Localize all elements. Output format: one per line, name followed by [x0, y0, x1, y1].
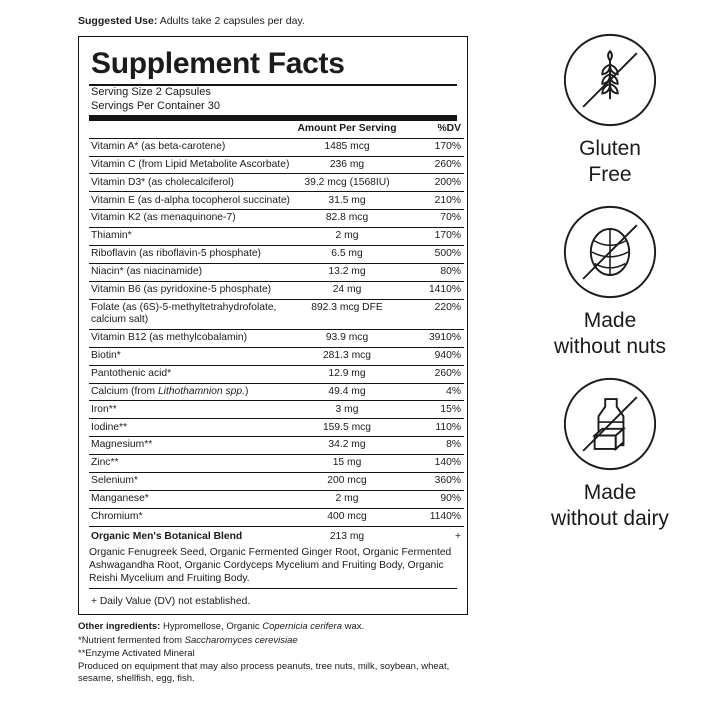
nutrient-name: Calcium (from Lithothamnion spp.)	[89, 383, 291, 401]
table-row	[89, 228, 464, 246]
footnote-mineral: **Enzyme Activated Mineral	[78, 647, 195, 659]
nutrient-name: Vitamin B6 (as pyridoxine-5 phosphate)	[89, 281, 291, 299]
nutrient-amount: 82.8 mcg	[291, 210, 403, 228]
nutrient-amount: 6.5 mg	[291, 245, 403, 263]
nutrient-name: Iron**	[89, 401, 291, 419]
nutrient-name: Selenium*	[89, 472, 291, 490]
nutrient-amount: 39.2 mcg (1568IU)	[291, 174, 403, 192]
serving-size: Serving Size 2 Capsules	[91, 86, 211, 98]
wheat-crossed-icon	[562, 32, 658, 128]
nutrient-amount: 34.2 mg	[291, 437, 403, 455]
dv-note-divider	[89, 588, 457, 589]
table-row	[89, 299, 464, 329]
table-row	[89, 174, 464, 192]
nutrient-name: Vitamin D3* (as cholecalciferol)	[89, 174, 291, 192]
nutrient-dv: 4%	[403, 383, 464, 401]
badge-label-line1: Made	[583, 309, 637, 332]
nutrient-amount: 2 mg	[291, 228, 403, 246]
table-row	[89, 210, 464, 228]
badge-label	[500, 480, 720, 532]
nutrient-dv: 1410%	[403, 281, 464, 299]
table-row	[89, 329, 464, 347]
table-row	[89, 455, 464, 473]
badge-label	[500, 136, 720, 188]
header-amount: Amount Per Serving	[291, 121, 403, 138]
nutrient-dv: 8%	[403, 437, 464, 455]
footnote-fermented: *Nutrient fermented from Saccharomyces cerevisiae	[78, 634, 298, 646]
table-row	[89, 437, 464, 455]
other-ingredients	[78, 621, 478, 634]
badge-no-dairy	[500, 376, 720, 532]
nutrient-name: Folate (as (6S)-5-methyltetrahydrofolate, calcium salt)	[89, 299, 291, 329]
nutrient-dv: 1140%	[403, 508, 464, 526]
table-row	[89, 383, 464, 401]
blend-amount: 213 mg	[329, 530, 365, 542]
table-row	[89, 472, 464, 490]
header-name	[89, 121, 291, 138]
nutrient-dv: 170%	[403, 228, 464, 246]
nutrient-name: Pantothenic acid*	[89, 365, 291, 383]
nutrient-name: Riboflavin (as riboflavin-5 phosphate)	[89, 245, 291, 263]
nutrient-dv: 940%	[403, 347, 464, 365]
nutrient-amount: 15 mg	[291, 455, 403, 473]
suggested-use-label: Suggested Use:	[78, 15, 158, 27]
table-header-row	[89, 121, 464, 138]
badge-no-nuts	[500, 204, 720, 360]
nutrient-amount: 2 mg	[291, 490, 403, 508]
table-row	[89, 263, 464, 281]
table-row	[89, 365, 464, 383]
nutrient-amount: 93.9 mcg	[291, 329, 403, 347]
dv-note: + Daily Value (DV) not established.	[91, 596, 251, 608]
blend-description-row	[89, 545, 464, 587]
nutrient-amount: 12.9 mg	[291, 365, 403, 383]
nutrient-dv: 260%	[403, 365, 464, 383]
table-row	[89, 245, 464, 263]
nutrient-amount: 892.3 mcg DFE	[291, 299, 403, 329]
nutrient-amount: 1485 mcg	[291, 138, 403, 156]
nutrient-name: Biotin*	[89, 347, 291, 365]
table-row	[89, 347, 464, 365]
nutrient-name: Iodine**	[89, 419, 291, 437]
nutrient-dv: 500%	[403, 245, 464, 263]
nutrient-dv: 210%	[403, 192, 464, 210]
nutrient-amount: 24 mg	[291, 281, 403, 299]
other-ingredients-label: Other ingredients:	[78, 621, 161, 633]
table-row	[89, 508, 464, 526]
suggested-use	[78, 14, 468, 28]
footnotes	[78, 621, 478, 685]
badge-label	[500, 308, 720, 360]
nutrient-amount: 400 mcg	[291, 508, 403, 526]
badge-label-line2: without dairy	[551, 507, 669, 530]
table-row	[89, 192, 464, 210]
nutrient-dv: 70%	[403, 210, 464, 228]
nutrient-dv: 170%	[403, 138, 464, 156]
nutrient-name: Niacin* (as niacinamide)	[89, 263, 291, 281]
suggested-use-text: Adults take 2 capsules per day.	[157, 15, 305, 27]
nutrient-name: Magnesium**	[89, 437, 291, 455]
badge-label-line2: without nuts	[553, 335, 667, 358]
table-row	[89, 490, 464, 508]
table-row	[89, 156, 464, 174]
badge-column	[500, 28, 720, 548]
nutrient-name: Vitamin C (from Lipid Metabolite Ascorbate)	[89, 156, 291, 174]
nutrient-amount: 281.3 mcg	[291, 347, 403, 365]
nutrient-name: Thiamin*	[89, 228, 291, 246]
nutrient-dv: 15%	[403, 401, 464, 419]
other-ingredients-text: Hypromellose, Organic Copernicia cerifera wax.	[160, 621, 365, 633]
panel-title: Supplement Facts	[91, 47, 345, 80]
nutrient-amount: 159.5 mcg	[291, 419, 403, 437]
nutrient-name: Vitamin A* (as beta-carotene)	[89, 138, 291, 156]
nutrient-name: Vitamin E (as d-alpha tocopherol succinate)	[89, 192, 291, 210]
nutrient-name: Chromium*	[89, 508, 291, 526]
nutrient-name: Zinc**	[89, 455, 291, 473]
nutrient-name: Vitamin K2 (as menaquinone-7)	[89, 210, 291, 228]
nutrient-dv: 90%	[403, 490, 464, 508]
blend-row	[89, 526, 464, 545]
nutrient-amount: 3 mg	[291, 401, 403, 419]
nutrient-amount: 200 mcg	[291, 472, 403, 490]
nutrient-amount: 49.4 mg	[291, 383, 403, 401]
table-row	[89, 138, 464, 156]
nutrient-name: Manganese*	[89, 490, 291, 508]
table-row	[89, 401, 464, 419]
badge-gluten-free	[500, 32, 720, 188]
blend-name: Organic Men's Botanical Blend	[91, 530, 243, 542]
nutrient-dv: 260%	[403, 156, 464, 174]
table-row	[89, 419, 464, 437]
left-column	[78, 14, 468, 686]
blend-description: Organic Fenugreek Seed, Organic Fermented Ginger Root, Organic Fermented Ashwagandha Root, Organic Cordyceps Mycelium and Fruiting Body, Organic Reishi Mycelium and Fruiting Body.	[89, 547, 452, 584]
supplement-facts-panel	[78, 36, 468, 615]
nutrient-dv: 140%	[403, 455, 464, 473]
dairy-crossed-icon	[562, 376, 658, 472]
header-dv: %DV	[403, 121, 464, 138]
nutrient-dv: 220%	[403, 299, 464, 329]
blend-dv: +	[454, 530, 461, 542]
nutrient-name: Vitamin B12 (as methylcobalamin)	[89, 329, 291, 347]
nutrient-amount: 13.2 mg	[291, 263, 403, 281]
nutrient-dv: 200%	[403, 174, 464, 192]
nutrient-dv: 110%	[403, 419, 464, 437]
badge-label-line2: Free	[588, 163, 632, 186]
nutrient-dv: 360%	[403, 472, 464, 490]
nutrient-dv: 80%	[403, 263, 464, 281]
nutrient-amount: 236 mg	[291, 156, 403, 174]
nutrient-dv: 3910%	[403, 329, 464, 347]
badge-label-line1: Made	[583, 481, 637, 504]
table-row	[89, 281, 464, 299]
footnote-allergen: Produced on equipment that may also process peanuts, tree nuts, milk, soybean, wheat, sesame, shellfish, egg, fish.	[78, 660, 450, 685]
nutrient-amount: 31.5 mg	[291, 192, 403, 210]
nutrient-table	[89, 121, 464, 587]
badge-label-line1: Gluten	[579, 137, 641, 160]
nut-crossed-icon	[562, 204, 658, 300]
servings-per-container: Servings Per Container 30	[91, 99, 221, 112]
